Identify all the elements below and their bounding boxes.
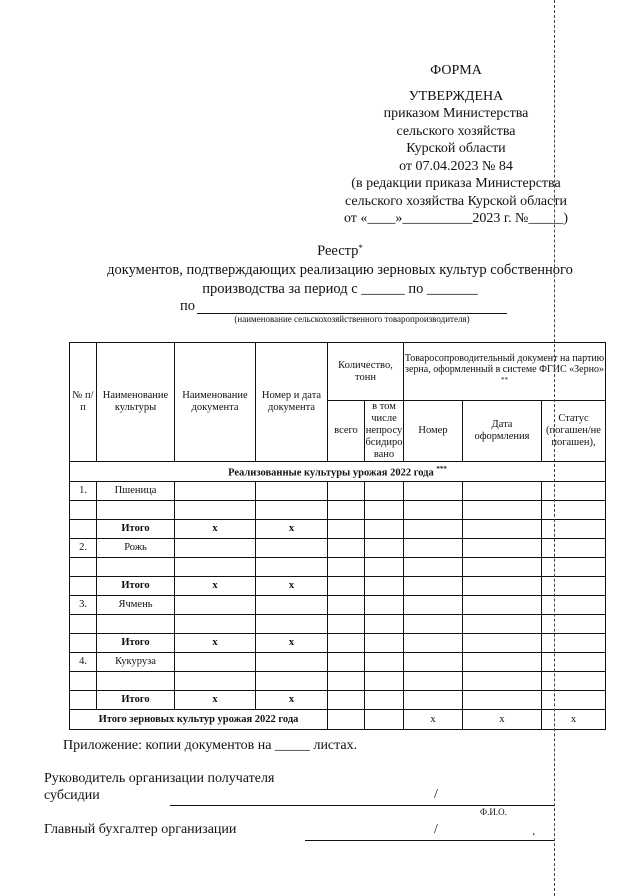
header-doc-name: Наименование документа xyxy=(175,343,256,462)
header-crop: Наименование культуры xyxy=(97,343,175,462)
x-mark: х xyxy=(256,520,328,539)
section-title: Реализованные культуры урожая 2022 года *** xyxy=(70,462,606,482)
approved-label: УТВЕРЖДЕНА xyxy=(408,88,504,104)
form-label: ФОРМА xyxy=(430,63,482,78)
subtotal-label: Итого xyxy=(97,577,175,596)
fold-line xyxy=(554,0,555,896)
x-mark: х xyxy=(175,520,256,539)
grand-total-label: Итого зерновых культур урожая 2022 года xyxy=(70,710,328,730)
subtotal-label: Итого xyxy=(97,691,175,710)
x-mark: х xyxy=(175,577,256,596)
crop-name: Кукуруза xyxy=(97,653,175,672)
register-title xyxy=(60,242,620,299)
x-mark: х xyxy=(256,634,328,653)
crop-num: 1. xyxy=(70,482,97,501)
accountant-label: Главный бухгалтер организации xyxy=(44,822,237,837)
accountant-signature-line xyxy=(305,840,555,841)
header-number: Номер xyxy=(404,401,463,462)
accountant-dot: . xyxy=(532,824,536,839)
crop-name: Рожь xyxy=(97,539,175,558)
approval-line: сельского хозяйства Курской области xyxy=(345,193,567,209)
title-line: документов, подтверждающих реализацию зерновых культур собственного xyxy=(107,262,573,278)
table-row xyxy=(70,501,606,520)
grand-total-row xyxy=(70,710,606,730)
header-status: Статус (погашен/не погашен), xyxy=(542,401,606,462)
approval-line: Курской области xyxy=(406,141,506,156)
subtotal-row xyxy=(70,691,606,710)
producer-caption: (наименование сельскохозяйственного товаропроизводителя) xyxy=(234,314,470,324)
table-row xyxy=(70,558,606,577)
header-trans-doc: Товаросопроводительный документ на партию зерна, оформленный в системе ФГИС «Зерно» ** xyxy=(404,343,606,401)
approval-line: сельского хозяйства xyxy=(396,123,516,139)
subtotal-row xyxy=(70,577,606,596)
approval-block xyxy=(330,62,582,228)
subtotal-label: Итого xyxy=(97,634,175,653)
header-num: № п/п xyxy=(70,343,97,462)
crop-num: 3. xyxy=(70,596,97,615)
table-row xyxy=(70,596,606,615)
crop-name: Ячмень xyxy=(97,596,175,615)
head-label-line2: субсидии xyxy=(44,788,100,803)
table-row xyxy=(70,482,606,501)
producer-label: по xyxy=(180,298,196,314)
title-word: Реестр xyxy=(317,243,359,259)
x-mark: х xyxy=(404,710,463,730)
table-row xyxy=(70,615,606,634)
table-row xyxy=(70,539,606,558)
accountant-slash: / xyxy=(434,822,438,837)
approval-line: приказом Министерства xyxy=(383,106,529,121)
title-line: производства за период с ______ по _______ xyxy=(202,281,478,297)
crop-name: Пшеница xyxy=(97,482,175,501)
head-signature-line xyxy=(170,805,555,806)
x-mark: х xyxy=(175,634,256,653)
crop-num: 2. xyxy=(70,539,97,558)
head-label-line1: Руководитель организации получателя xyxy=(44,771,275,786)
head-slash: / xyxy=(434,787,438,802)
header-qty: Количество, тонн xyxy=(328,343,404,401)
x-mark: х xyxy=(463,710,542,730)
header-unprocessed: в том числе непросу бсидиро вано xyxy=(365,401,403,460)
table-row xyxy=(70,653,606,672)
header-date: Дата оформления xyxy=(463,401,542,462)
x-mark: х xyxy=(542,710,606,730)
register-table xyxy=(69,342,606,730)
table-row xyxy=(70,672,606,691)
header-total: всего xyxy=(328,401,365,462)
appendix-line: Приложение: копии документов на _____ листах. xyxy=(63,738,358,753)
approval-line: от «____»__________2023 г. №_____) xyxy=(343,211,569,226)
subtotal-label: Итого xyxy=(97,520,175,539)
subtotal-row xyxy=(70,520,606,539)
x-mark: х xyxy=(256,577,328,596)
crop-num: 4. xyxy=(70,653,97,672)
header-doc-num-date: Номер и дата документа xyxy=(256,343,328,462)
approval-line: от 07.04.2023 № 84 xyxy=(399,158,513,174)
x-mark: х xyxy=(256,691,328,710)
fio-caption: Ф.И.О. xyxy=(480,807,507,817)
title-footnote-mark: * xyxy=(358,243,363,253)
x-mark: х xyxy=(175,691,256,710)
subtotal-row xyxy=(70,634,606,653)
approval-line: (в редакции приказа Министерства xyxy=(351,176,561,191)
